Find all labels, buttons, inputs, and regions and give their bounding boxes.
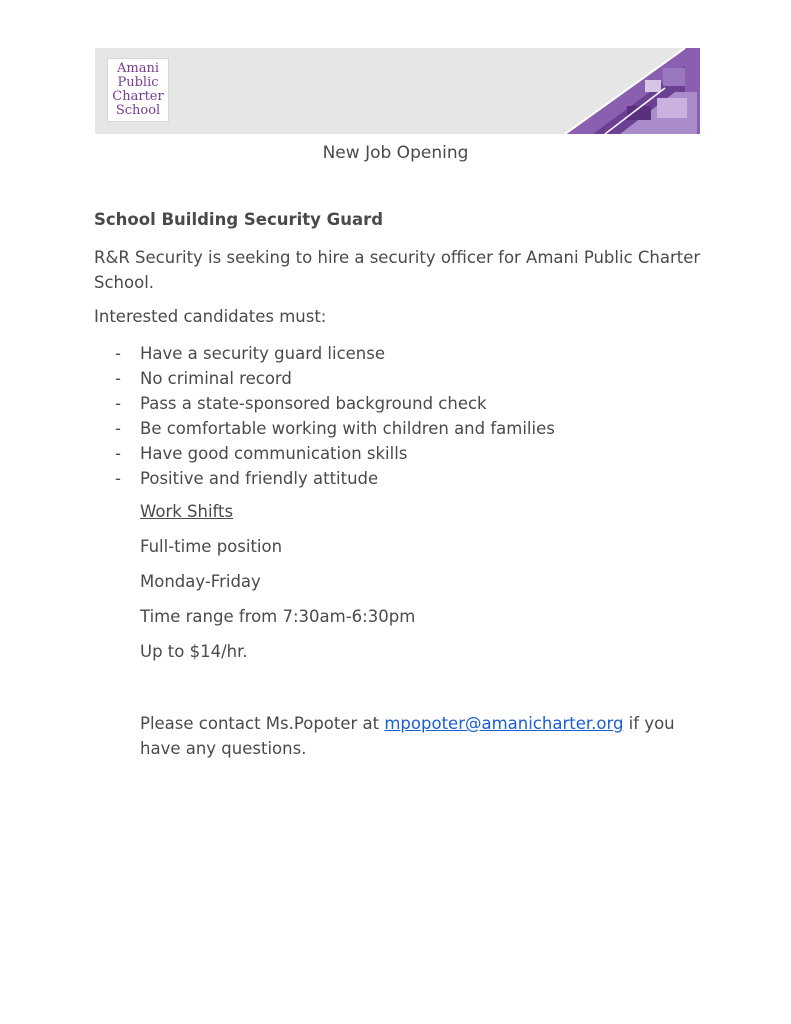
logo-line: Charter xyxy=(112,89,164,104)
job-title: School Building Security Guard xyxy=(94,210,384,229)
list-item xyxy=(115,416,555,441)
requirement-text: Be comfortable working with children and families xyxy=(140,419,555,438)
logo-line: Public xyxy=(117,75,159,90)
contact-paragraph xyxy=(140,711,710,761)
requirements-label: Interested candidates must: xyxy=(94,307,327,326)
logo-line: School xyxy=(115,103,161,118)
contact-text-after: if you have any questions. xyxy=(140,714,675,758)
school-logo xyxy=(107,58,169,122)
bullet-dash: - xyxy=(115,469,121,488)
shift-detail: Full-time position xyxy=(140,537,283,556)
list-item xyxy=(115,366,555,391)
shift-detail: Monday-Friday xyxy=(140,572,261,591)
shift-detail: Up to $14/hr. xyxy=(140,642,248,661)
list-item xyxy=(115,441,555,466)
contact-email-link[interactable]: mpopoter@amanicharter.org xyxy=(384,714,624,733)
job-intro: R&R Security is seeking to hire a security officer for Amani Public Charter School. xyxy=(94,248,701,292)
requirement-text: No criminal record xyxy=(140,369,292,388)
requirement-text: Have good communication skills xyxy=(140,444,408,463)
header-banner xyxy=(95,48,700,134)
work-shifts-section xyxy=(140,502,415,677)
requirement-text: Have a security guard license xyxy=(140,344,386,363)
bullet-dash: - xyxy=(115,394,121,413)
requirements-list xyxy=(115,341,555,491)
list-item xyxy=(115,341,555,366)
page-heading: New Job Opening xyxy=(322,143,469,163)
logo-line: Amani xyxy=(117,61,159,76)
contact-text-before: Please contact Ms.Popoter at xyxy=(140,714,385,733)
list-item xyxy=(115,391,555,416)
bullet-dash: - xyxy=(115,444,121,463)
requirement-text: Pass a state-sponsored background check xyxy=(140,394,487,413)
work-shifts-title: Work Shifts xyxy=(140,502,234,521)
bullet-dash: - xyxy=(115,369,121,388)
bullet-dash: - xyxy=(115,344,121,363)
requirement-text: Positive and friendly attitude xyxy=(140,469,379,488)
banner-photo-collage xyxy=(565,48,700,134)
list-item xyxy=(115,466,555,491)
bullet-dash: - xyxy=(115,419,121,438)
shift-detail: Time range from 7:30am-6:30pm xyxy=(140,607,416,626)
